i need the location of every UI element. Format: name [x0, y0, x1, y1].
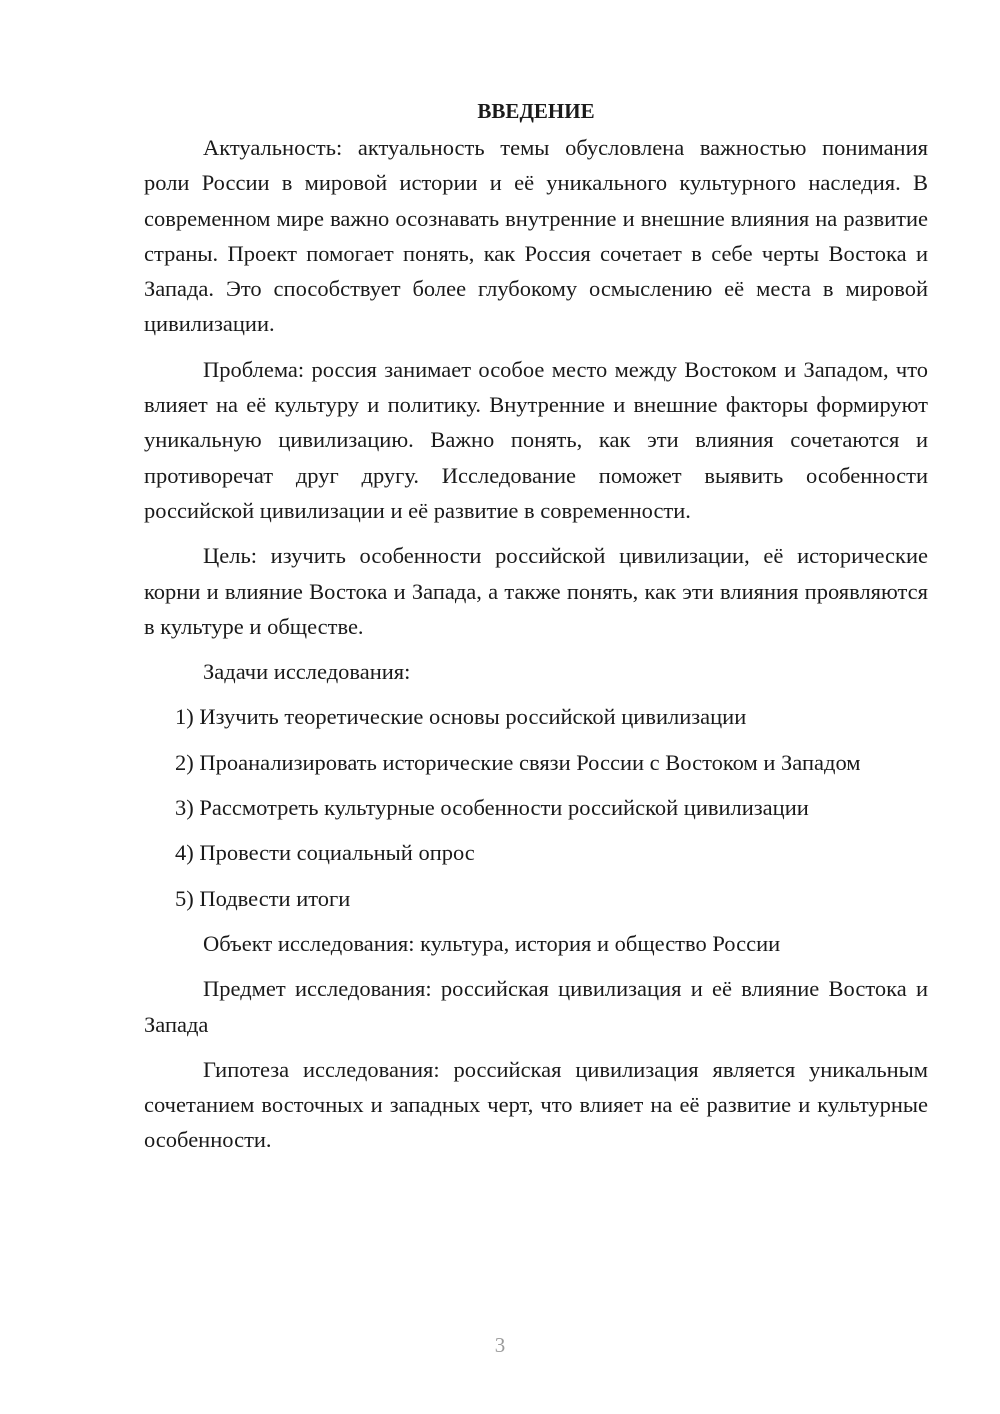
paragraph-problem: Проблема: россия занимает особое место между Востоком и Западом, что влияет на её культуру и политику. Внутренние и внешние факторы формируют уникальную цивилизацию. Важно понять, как эти влияния сочетаются и противоречат друг другу. Исследование поможет выявить особенности российской цивилизации и её развитие в современности. — [144, 356, 928, 523]
paragraph-tasks-heading: Задачи исследования: — [203, 659, 411, 685]
paragraph-object: Объект исследования: культура, история и общество России — [203, 930, 781, 956]
task-item-4: 4) Провести социальный опрос — [175, 840, 475, 866]
task-item-3: 3) Рассмотреть культурные особенности российской цивилизации — [175, 795, 809, 821]
page-number: 3 — [494, 1333, 506, 1357]
task-item-5: 5) Подвести итоги — [175, 885, 351, 911]
paragraph-hypothesis: Гипотеза исследования: российская цивилизация является уникальным сочетанием восточных и западных черт, что влияет на её развитие и культурные особенности. — [144, 1056, 928, 1153]
paragraph-subject: Предмет исследования: российская цивилизация и её влияние Востока и Запада — [144, 976, 928, 1037]
task-item-2: 2) Проанализировать исторические связи России с Востоком и Западом — [175, 749, 861, 775]
paragraph-goal: Цель: изучить особенности российской цивилизации, её исторические корни и влияние Востока и Запада, а также понять, как эти влияния проявляются в культуре и обществе. — [144, 543, 928, 639]
paragraph-relevance: Актуальность: актуальность темы обусловлена важностью понимания роли России в мировой истории и её уникального культурного наследия. В современном мире важно осознавать внутренние и внешние влияния на развитие страны. Проект помогает понять, как Россия сочетает в себе черты Востока и Запада. Это способствует более глубокому осмыслению её места в мировой цивилизации. — [144, 135, 928, 337]
section-title: ВВЕДЕНИЕ — [477, 99, 595, 123]
task-item-1: 1) Изучить теоретические основы российской цивилизации — [175, 704, 747, 730]
page-content — [144, 96, 928, 1168]
